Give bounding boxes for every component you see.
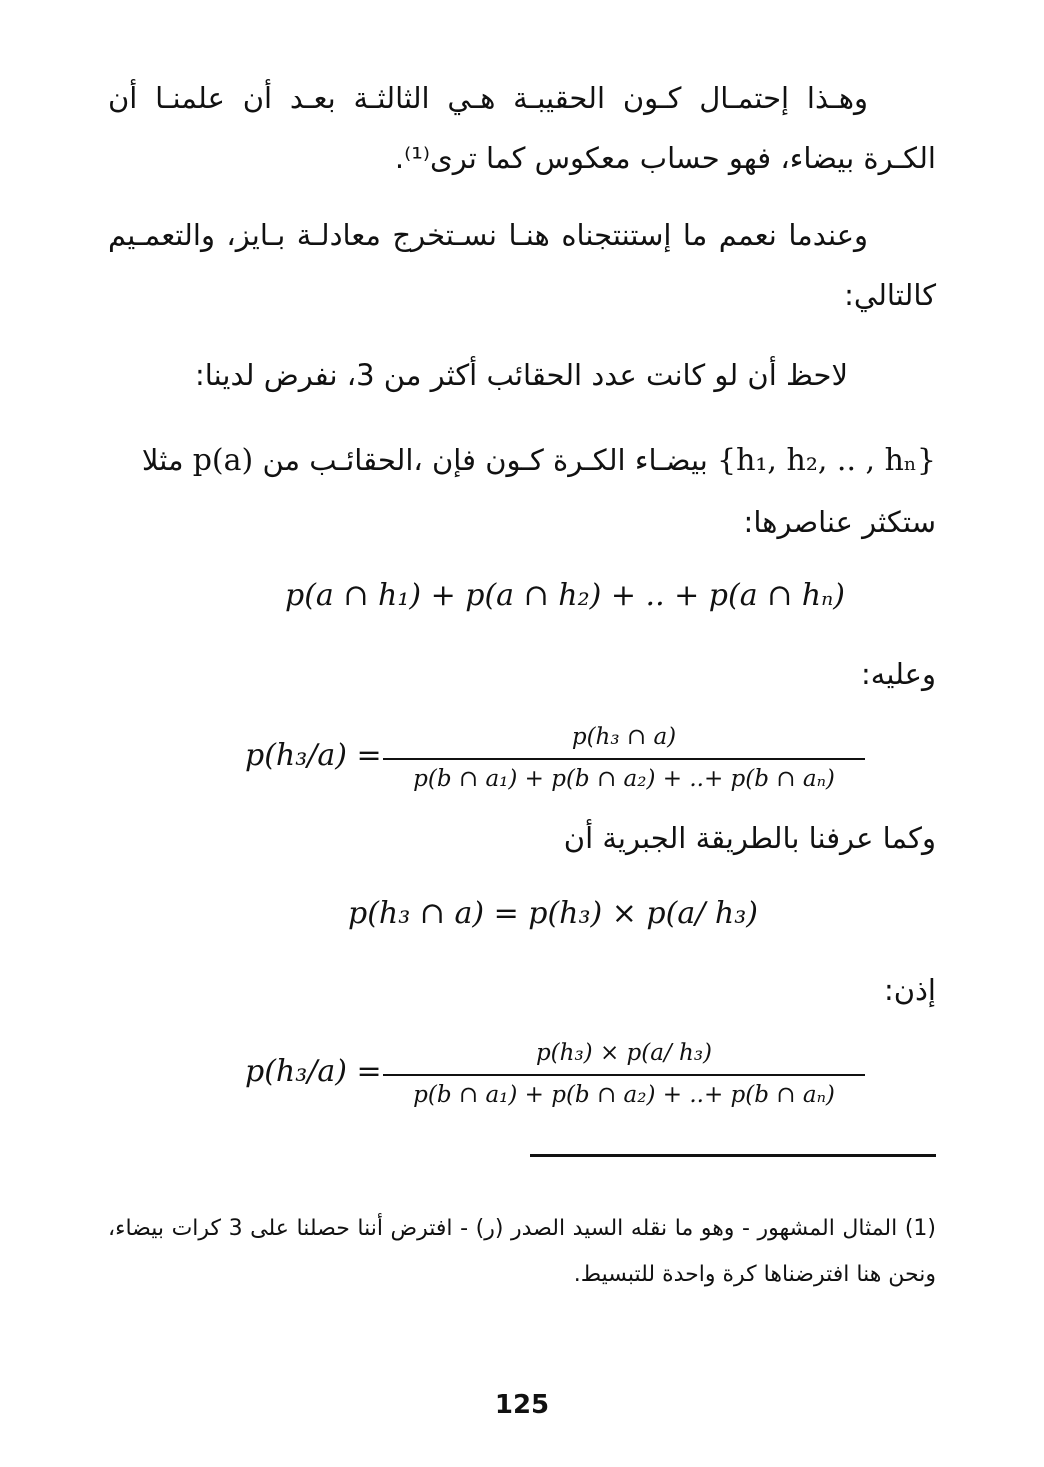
hypotheses-set: {h₁, h₂, .. , hₙ} bbox=[717, 443, 936, 478]
hypotheses-text: بيضـاء الكـرة كـون فإن ،الحقائـب من bbox=[262, 443, 717, 477]
probability-a: p(a) bbox=[192, 443, 254, 478]
paragraph-more-bags: لاحظ أن لو كانت عدد الحقائب أكثر من 3، نفرض لدينا: bbox=[195, 358, 848, 392]
paragraph-hence: إذن: bbox=[883, 973, 936, 1007]
fraction-bar bbox=[383, 1074, 865, 1076]
equation-total-probability: p(a ∩ h₁) + p(a ∩ h₂) + .. + p(a ∩ hₙ) bbox=[285, 578, 845, 613]
equation-product-rule: p(h₃ ∩ a) = p(h₃) × p(a/ h₃) bbox=[348, 896, 758, 931]
paragraph-therefore: وعليه: bbox=[861, 657, 936, 691]
bayes-fraction-2-numerator: p(h₃) × p(a/ h₃) bbox=[535, 1040, 713, 1066]
footnote-separator bbox=[530, 1154, 936, 1157]
bayes-fraction-2-lhs: p(h₃/a) = bbox=[245, 1054, 382, 1089]
paragraph-bayes-generalization: وعندما نعمم ما إستنتجناه هنـا نسـتخرج معادلـة بـايز، والتعمـيم كالتالي: bbox=[108, 218, 936, 312]
bayes-fraction-2-denominator: p(b ∩ a₁) + p(b ∩ a₂) + ..+ p(b ∩ aₙ) bbox=[413, 1082, 835, 1108]
paragraph-elements: ستكثر عناصرها: bbox=[743, 505, 936, 539]
paragraph-hypotheses-set bbox=[108, 430, 936, 491]
bayes-fraction-1-numerator: p(h₃ ∩ a) bbox=[571, 724, 677, 750]
bayes-fraction-2 bbox=[245, 1038, 865, 1118]
fraction-bar bbox=[383, 758, 865, 760]
footnote: (1) المثال المشهور - وهو ما نقله السيد الصدر (ر) - افترض أننا حصلنا على 3 كرات بيضاء، ونحن هنا افترضناها كرة واحدة للتبسيط. bbox=[108, 1216, 936, 1287]
page-number: 125 bbox=[494, 1390, 550, 1420]
bayes-fraction-1 bbox=[245, 722, 865, 802]
paragraph-algebraic: وكما عرفنا بالطريقة الجبرية أن bbox=[563, 821, 936, 855]
paragraph-conditional-probability: وهـذا إحتمـال كـون الحقيبـة هـي الثالثـة بعـد أن علمنـا أن الكـرة بيضاء، فهو حساب معكوس كما ترى⁽¹⁾. bbox=[108, 81, 936, 175]
bayes-fraction-1-denominator: p(b ∩ a₁) + p(b ∩ a₂) + ..+ p(b ∩ aₙ) bbox=[413, 766, 835, 792]
hypotheses-text-end: مثلا bbox=[141, 443, 184, 477]
bayes-fraction-1-lhs: p(h₃/a) = bbox=[245, 738, 382, 773]
